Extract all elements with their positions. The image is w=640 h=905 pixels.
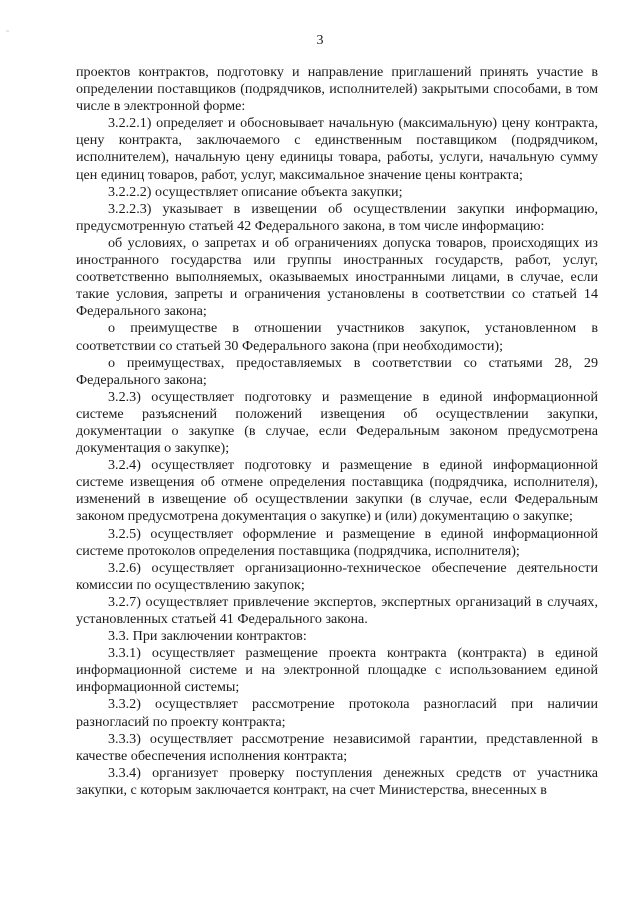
paragraph-3-2-7: 3.2.7) осуществляет привлечение экспертов, экспертных организаций в случаях, установленных статьей 41 Федерального закона. [76, 593, 598, 627]
paragraph-3-2-2-2: 3.2.2.2) осуществляет описание объекта закупки; [108, 183, 403, 200]
paragraph-3-2-2-1: 3.2.2.1) определяет и обосновывает начальную (максимальную) цену контракта, цену контракта, заключаемого с единственным поставщиком (подрядчиком, исполнителем), начальную цену единицы товара, работы, услуги, начальную сумму цен единиц товаров, работ, услуг, максимальное значение цены контракта; [76, 115, 598, 183]
section-heading-3-3: 3.3. При заключении контрактов: [108, 628, 307, 645]
paragraph-3-3-1: 3.3.1) осуществляет размещение проекта контракта (контракта) в единой информационной системе и на электронной площадке с использованием единой информационной системы; [76, 645, 598, 696]
paragraph-3-3-4: 3.3.4) организует проверку поступления денежных средств от участника закупки, с которым заключается контракт, на счет Министерства, внесенных в [76, 764, 598, 798]
paragraph-3-2-4: 3.2.4) осуществляет подготовку и размещение в единой информационной системе извещения об отмене определения поставщика (подрядчика, исполнителя), изменений в извещение об осуществлении закупки (в случае, если Федеральным законом предусмотрена документация о закупке) и (или) документацию о закупке; [76, 457, 598, 525]
paragraph-3-3-2: 3.3.2) осуществляет рассмотрение протокола разногласий при наличии разногласий по проекту контракта; [76, 696, 598, 730]
scan-artifact [6, 30, 9, 32]
paragraph-3-2-6: 3.2.6) осуществляет организационно-техническое обеспечение деятельности комиссии по осуществлению закупок; [76, 559, 598, 593]
paragraph-3-2-5: 3.2.5) осуществляет оформление и размещение в единой информационной системе протоколов определения поставщика (подрядчика, исполнителя); [76, 525, 598, 559]
document-body [76, 64, 598, 799]
paragraph-3-2-3: 3.2.3) осуществляет подготовку и размещение в единой информационной системе разъяснений положений извещения об осуществлении закупки, документации о закупке (в случае, если Федеральным законом предусмотрена документация о закупке); [76, 388, 598, 457]
paragraph-intro-continuation: проектов контрактов, подготовку и направление приглашений принять участие в определении поставщиков (подрядчиков, исполнителей) закрытыми способами, в том числе в электронной форме: [76, 64, 598, 115]
page-number: 3 [316, 33, 324, 48]
paragraph-3-3-3: 3.3.3) осуществляет рассмотрение независимой гарантии, представленной в качестве обеспечения исполнения контракта; [76, 730, 598, 764]
paragraph-advantage-participants: о преимуществе в отношении участников закупок, установленном в соответствии со статьей 30 Федерального закона (при необходимости); [76, 320, 598, 354]
paragraph-conditions-restrictions: об условиях, о запретах и об ограничениях допуска товаров, происходящих из иностранного государства или группы иностранных государств, работ, услуг, соответственно выполняемых, оказываемых иностранными лицами, в случае, если такие условия, запреты и ограничения установлены в соответствии со статьей 14 Федерального закона; [76, 234, 598, 320]
paragraph-advantages-28-29: о преимуществах, предоставляемых в соответствии со статьями 28, 29 Федерального закона; [76, 354, 598, 388]
paragraph-3-2-2-3: 3.2.2.3) указывает в извещении об осуществлении закупки информацию, предусмотренную статьей 42 Федерального закона, в том числе информацию: [76, 200, 598, 234]
